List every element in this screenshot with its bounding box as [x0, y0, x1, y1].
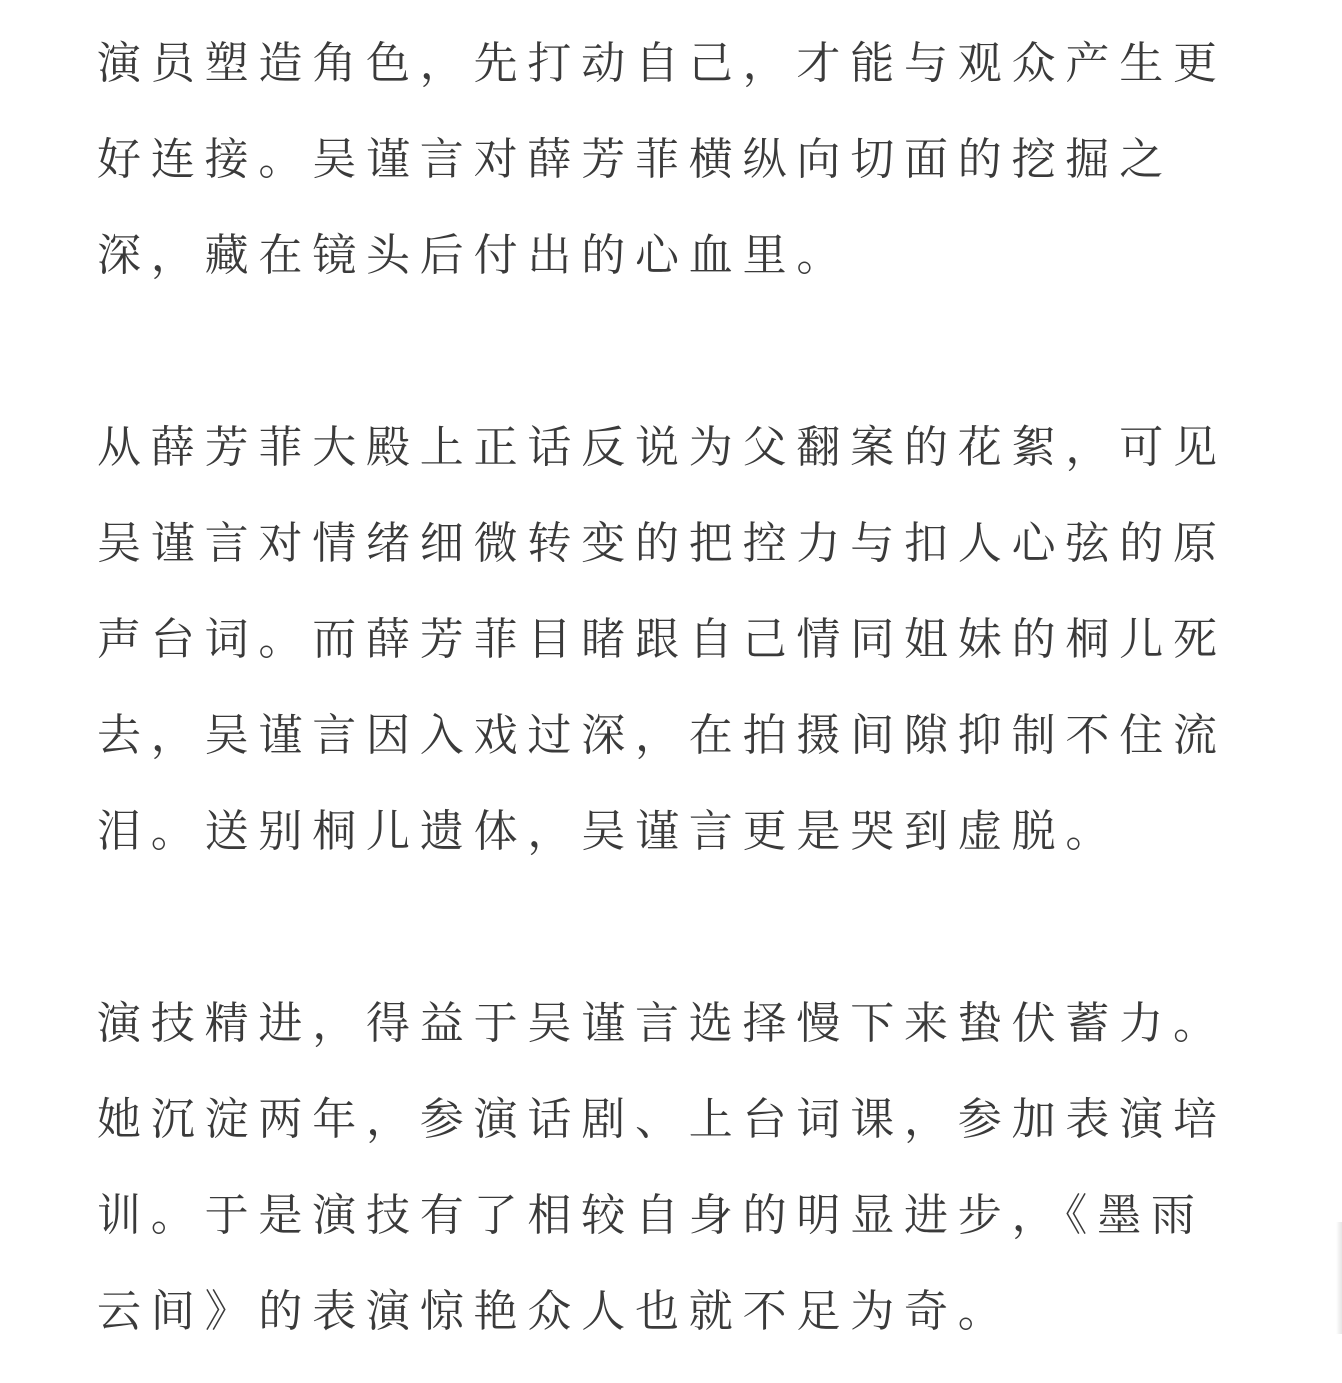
text-line: 她沉淀两年，参演话剧、上台词课，参加表演培 — [97, 1094, 1227, 1145]
article-body — [97, 16, 1247, 1360]
text-line: 泪。送别桐儿遗体，吴谨言更是哭到虚脱。 — [97, 806, 1120, 857]
text-line: 演员塑造角色，先打动自己，才能与观众产生更 — [97, 38, 1227, 89]
text-line: 好连接。吴谨言对薛芳菲横纵向切面的挖掘之 — [97, 134, 1173, 185]
paragraph-gap — [97, 880, 1247, 976]
text-line: 声台词。而薛芳菲目睹跟自己情同姐妹的桐儿死 — [97, 614, 1227, 665]
paragraph-1 — [97, 16, 1247, 304]
text-line: 云间》的表演惊艳众人也就不足为奇。 — [97, 1286, 1012, 1337]
text-line: 从薛芳菲大殿上正话反说为父翻案的花絮，可见 — [97, 422, 1227, 473]
text-line: 训。于是演技有了相较自身的明显进步，《墨雨 — [97, 1190, 1205, 1241]
text-line: 深，藏在镜头后付出的心血里。 — [97, 230, 851, 281]
text-line: 演技精进，得益于吴谨言选择慢下来蛰伏蓄力。 — [97, 998, 1227, 1049]
text-line: 吴谨言对情绪细微转变的把控力与扣人心弦的原 — [97, 518, 1227, 569]
paragraph-gap — [97, 304, 1247, 400]
paragraph-2 — [97, 400, 1247, 880]
paragraph-3 — [97, 976, 1247, 1360]
text-line: 去，吴谨言因入戏过深，在拍摄间隙抑制不住流 — [97, 710, 1227, 761]
scroll-edge-shadow — [1336, 1222, 1342, 1334]
